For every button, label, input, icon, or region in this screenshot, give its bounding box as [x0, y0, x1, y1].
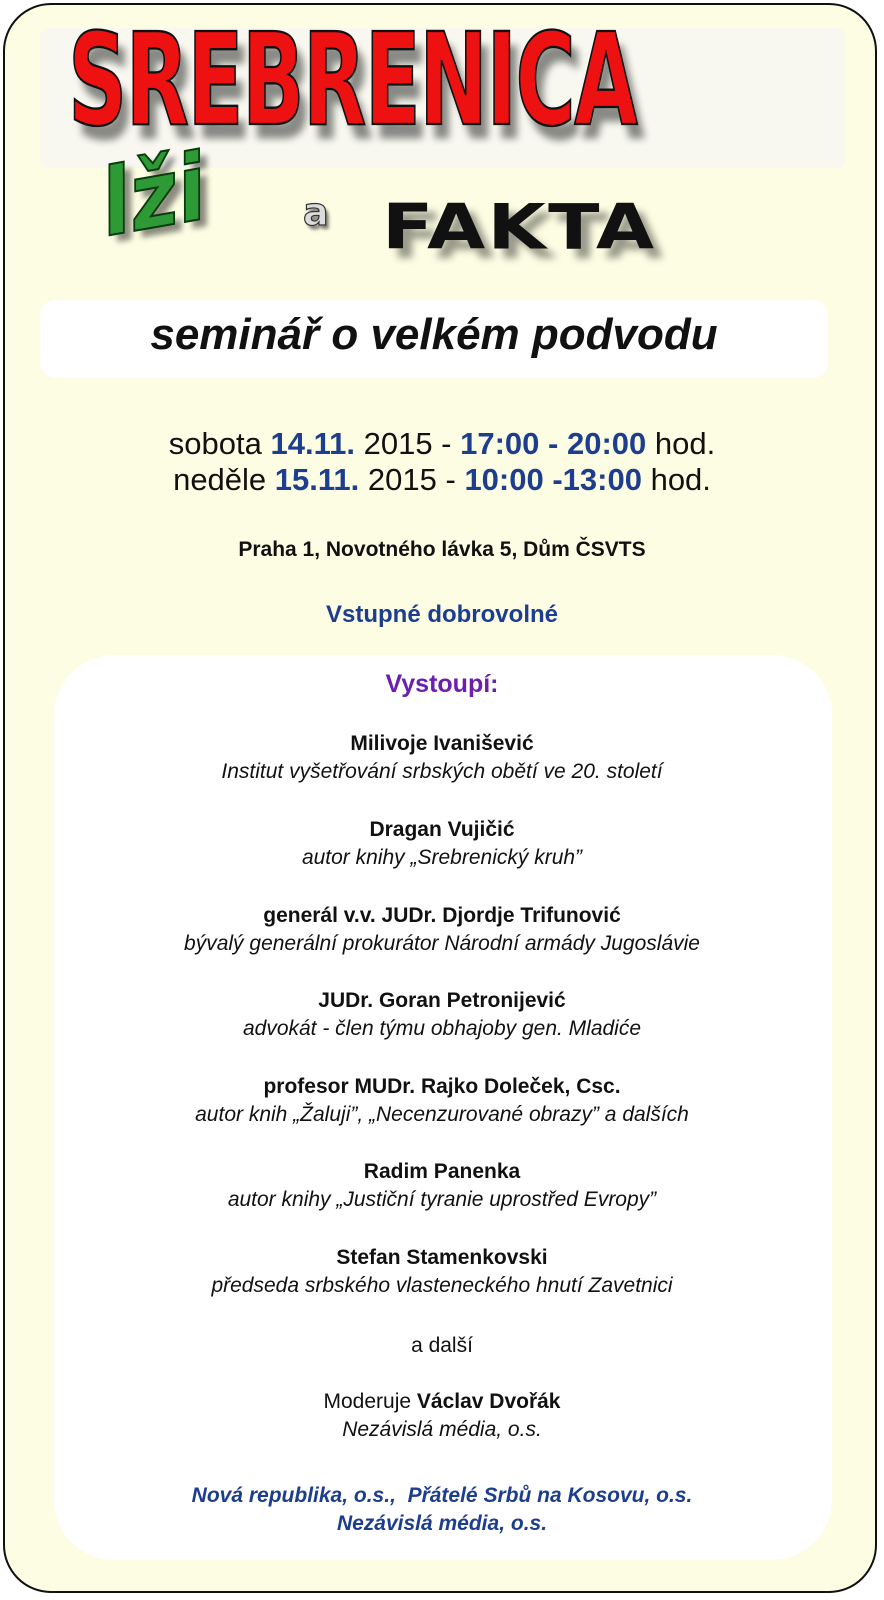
moderator-entry	[0, 1388, 884, 1444]
speaker-entry	[0, 1158, 884, 1214]
schedule	[0, 426, 884, 498]
schedule-year: 2015 -	[363, 426, 452, 461]
speaker-entry	[0, 816, 884, 872]
speaker-description: autor knihy „Justiční tyranie uprostřed Evropy”	[227, 1188, 657, 1211]
poster-title: SREBRENICA	[68, 7, 637, 155]
schedule-line	[0, 426, 884, 462]
moderator-prefix: Moderuje	[323, 1390, 412, 1413]
speaker-name: generál v.v. JUDr. Djordje Trifunović	[263, 904, 621, 927]
schedule-date: 15.11.	[274, 462, 360, 497]
title-lies-word: lži	[92, 133, 215, 258]
moderator-organization: Nezávislá média, o.s.	[342, 1418, 542, 1441]
speaker-name: Radim Panenka	[363, 1160, 521, 1183]
moderator-line	[0, 1388, 884, 1416]
venue-address: Praha 1, Novotného lávka 5, Dům ČSVTS	[238, 538, 646, 561]
schedule-year: 2015 -	[367, 462, 456, 497]
title-and-word: a	[303, 190, 329, 234]
other-speakers-note	[0, 1332, 884, 1360]
speaker-entry	[0, 987, 884, 1043]
title-facts-word: FAKTA	[382, 190, 657, 264]
schedule-line	[0, 462, 884, 498]
speaker-name: Stefan Stamenkovski	[336, 1246, 548, 1269]
schedule-day: neděle	[173, 462, 267, 497]
schedule-unit: hod.	[650, 462, 711, 497]
speaker-entry	[0, 730, 884, 786]
speaker-entry	[0, 1073, 884, 1129]
subtitle: seminář o velkém podvodu	[150, 310, 718, 359]
organizers-line: Nezávislá média, o.s.	[336, 1512, 548, 1535]
speaker-entry	[0, 1244, 884, 1300]
speaker-description: advokát - člen týmu obhajoby gen. Mladiće	[242, 1017, 642, 1040]
schedule-date: 14.11.	[270, 426, 355, 461]
organizers	[0, 1482, 884, 1538]
speaker-description: autor knih „Žaluji”, „Necenzurované obrazy” a dalších	[195, 1103, 689, 1126]
speakers-heading: Vystoupí:	[385, 670, 499, 698]
speaker-description: bývalý generální prokurátor Národní armády Jugoslávie	[184, 932, 700, 955]
other-speakers-text: a další	[411, 1334, 473, 1357]
speaker-name: Dragan Vujičić	[369, 818, 515, 841]
entry-fee: Vstupné dobrovolné	[325, 601, 558, 628]
speaker-name: profesor MUDr. Rajko Doleček, Csc.	[263, 1075, 621, 1098]
speaker-name: JUDr. Goran Petronijević	[318, 989, 566, 1012]
moderator-name: Václav Dvořák	[416, 1390, 561, 1413]
speaker-entry	[0, 902, 884, 958]
speaker-description: předseda srbského vlasteneckého hnutí Zavetnici	[211, 1274, 673, 1297]
speaker-description: Institut vyšetřování srbských obětí ve 20. století	[221, 760, 663, 783]
speaker-name: Milivoje Ivanišević	[350, 732, 534, 755]
speaker-description: autor knihy „Srebrenický kruh”	[301, 846, 583, 869]
organizers-line: Nová republika, o.s., Přátelé Srbů na Kosovu, o.s.	[191, 1484, 693, 1507]
schedule-day: sobota	[168, 426, 262, 461]
schedule-time: 10:00 -13:00	[464, 462, 642, 497]
schedule-unit: hod.	[654, 426, 716, 461]
schedule-time: 17:00 - 20:00	[460, 426, 647, 461]
